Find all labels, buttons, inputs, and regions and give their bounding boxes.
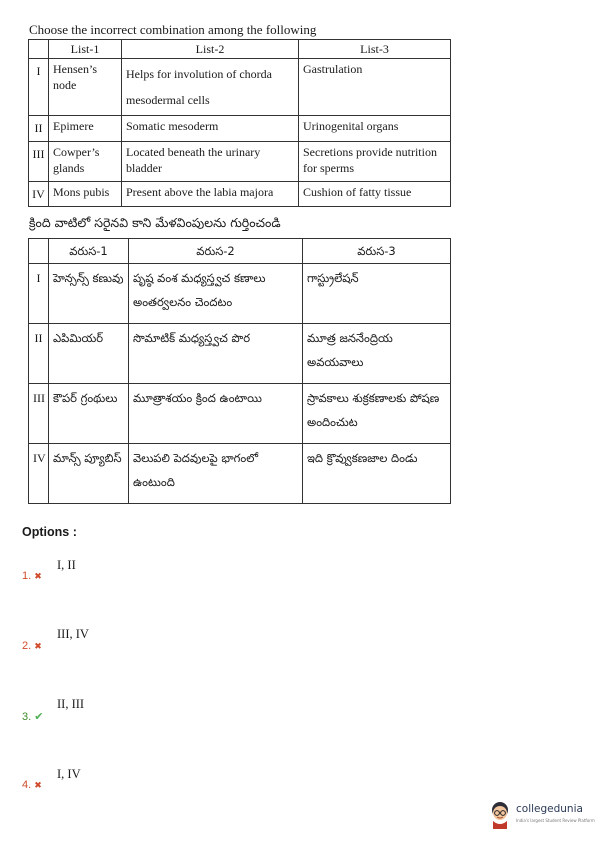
student-mascot-icon bbox=[488, 801, 512, 829]
table-row bbox=[29, 116, 451, 142]
option-number-label: 4. bbox=[22, 779, 32, 791]
row-number: II bbox=[29, 116, 49, 142]
table-header-row bbox=[29, 40, 451, 59]
list3-cell: Cushion of fatty tissue bbox=[299, 182, 451, 207]
question-title-telugu: క్రింది వాటిలో సరైనవి కాని మేళవింపులను గుర్తించండి bbox=[29, 215, 281, 230]
list2-cell: Located beneath the urinary bladder bbox=[122, 142, 299, 182]
cross-icon: ✖ bbox=[34, 641, 42, 651]
list2-cell: Helps for involution of chorda mesodermal cells bbox=[122, 59, 299, 116]
option-2-text[interactable]: III, IV bbox=[57, 627, 89, 641]
table-row bbox=[29, 59, 451, 116]
list1-cell: మాన్స్ ప్యూబిస్ bbox=[49, 444, 129, 504]
logo-tagline: India's largest Student Review Platform bbox=[516, 818, 595, 823]
logo-wordmark: collegedunia bbox=[516, 803, 583, 815]
header-cell: వరుస-3 bbox=[303, 239, 451, 264]
list1-cell: హెన్సన్స్ కణువు bbox=[49, 264, 129, 324]
cross-icon: ✖ bbox=[34, 780, 42, 790]
option-3-number[interactable] bbox=[22, 710, 43, 723]
option-number-label: 2. bbox=[22, 640, 32, 652]
list2-cell: Present above the labia majora bbox=[122, 182, 299, 207]
list3-cell: ఇది క్రొవ్వుకణజాల దిండు bbox=[303, 444, 451, 504]
row-number: I bbox=[29, 59, 49, 116]
table-row bbox=[29, 142, 451, 182]
match-table-english bbox=[28, 39, 451, 207]
list2-cell: Somatic mesoderm bbox=[122, 116, 299, 142]
option-2-number[interactable] bbox=[22, 640, 42, 652]
list3-cell: గాస్ట్రులేషన్ bbox=[303, 264, 451, 324]
list2-cell: వెలుపలి పెదవులపై భాగంలో ఉంటుంది bbox=[129, 444, 303, 504]
list1-cell: Cowper’s glands bbox=[49, 142, 122, 182]
list3-cell: మూత్ర జననేంద్రియ అవయవాలు bbox=[303, 324, 451, 384]
list3-cell: Urinogenital organs bbox=[299, 116, 451, 142]
cross-icon: ✖ bbox=[34, 571, 42, 581]
row-number: III bbox=[29, 142, 49, 182]
option-number-label: 3. bbox=[22, 711, 32, 723]
option-3-text[interactable]: II, III bbox=[57, 697, 85, 711]
list1-cell: Epimere bbox=[49, 116, 122, 142]
options-heading: Options : bbox=[22, 525, 77, 539]
list1-cell: Mons pubis bbox=[49, 182, 122, 207]
row-number: IV bbox=[29, 444, 49, 504]
list3-cell: Secretions provide nutrition for sperms bbox=[299, 142, 451, 182]
question-title-english: Choose the incorrect combination among the following bbox=[29, 22, 317, 37]
header-cell: List-3 bbox=[299, 40, 451, 59]
header-cell: వరుస-2 bbox=[129, 239, 303, 264]
match-table-telugu bbox=[28, 238, 451, 504]
list2-cell: పృష్ఠ వంశ మధ్యస్త్వచ కణాలు అంతర్వలనం చెందటం bbox=[129, 264, 303, 324]
option-number-label: 1. bbox=[22, 570, 32, 582]
header-cell bbox=[29, 239, 49, 264]
table-row bbox=[29, 384, 451, 444]
list3-cell: స్రావకాలు శుక్రకణాలకు పోషణ అందించుట bbox=[303, 384, 451, 444]
row-number: IV bbox=[29, 182, 49, 207]
row-number: I bbox=[29, 264, 49, 324]
list2-cell: మూత్రాశయం క్రింద ఉంటాయి bbox=[129, 384, 303, 444]
list1-cell: ఎపిమియర్ bbox=[49, 324, 129, 384]
table-row bbox=[29, 324, 451, 384]
header-cell: List-2 bbox=[122, 40, 299, 59]
header-cell bbox=[29, 40, 49, 59]
row-number: II bbox=[29, 324, 49, 384]
option-4-text[interactable]: I, IV bbox=[57, 767, 81, 781]
list3-cell: Gastrulation bbox=[299, 59, 451, 116]
table-row bbox=[29, 264, 451, 324]
table-row bbox=[29, 444, 451, 504]
header-cell: వరుస-1 bbox=[49, 239, 129, 264]
row-number: III bbox=[29, 384, 49, 444]
option-1-text[interactable]: I, II bbox=[57, 558, 76, 572]
list2-cell: సొమాటిక్ మధ్యస్త్వచ పొర bbox=[129, 324, 303, 384]
option-1-number[interactable] bbox=[22, 570, 42, 582]
checkmark-icon: ✔ bbox=[34, 711, 44, 723]
header-cell: List-1 bbox=[49, 40, 122, 59]
table-header-row bbox=[29, 239, 451, 264]
option-4-number[interactable] bbox=[22, 779, 42, 791]
table-row bbox=[29, 182, 451, 207]
collegedunia-logo bbox=[488, 799, 595, 831]
list1-cell: కౌపర్ గ్రంథులు bbox=[49, 384, 129, 444]
list1-cell: Hensen’s node bbox=[49, 59, 122, 116]
